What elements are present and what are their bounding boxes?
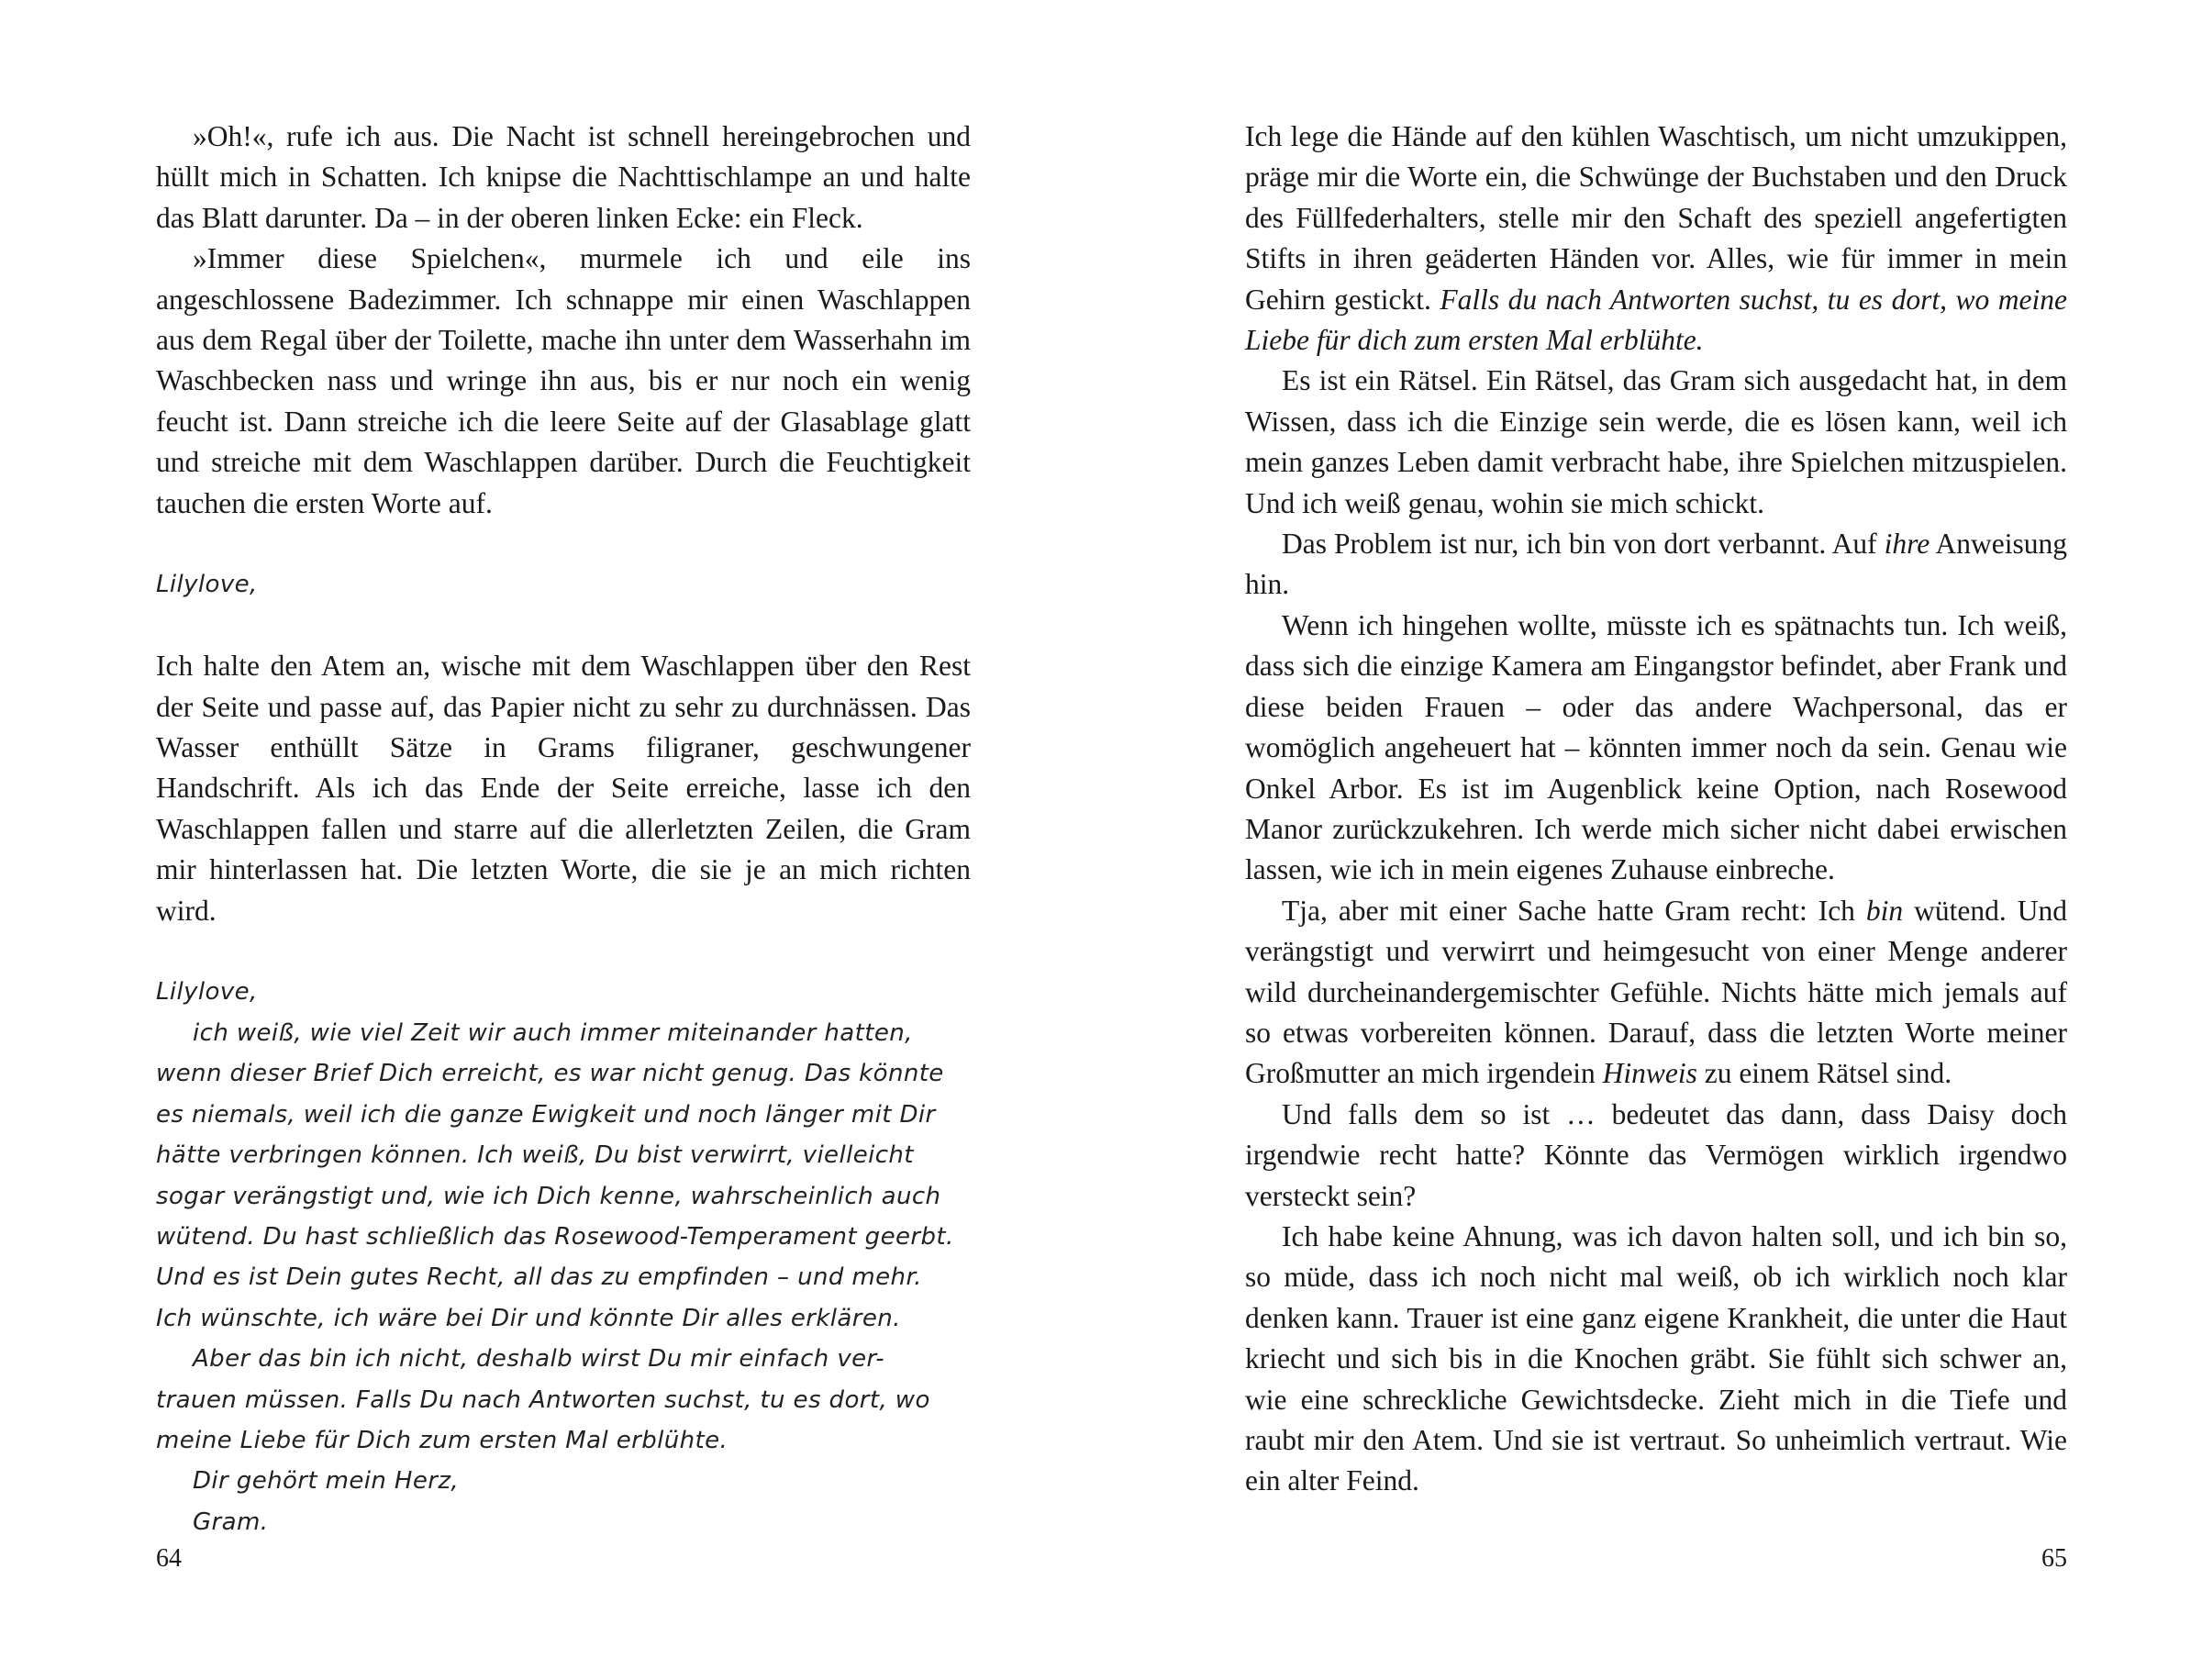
paragraph: »Immer diese Spielchen«, murmele ich und eile ins angeschlossene Badezimmer. Ich schnappe mir einen Waschlappen aus dem Regal über der Toilette, mache ihn unter dem Wasserhahn im Waschbecken nass und wringe ihn aus, bis er nur noch ein wenig feucht ist. Dann streiche ich die leere Seite auf der Glasablage glatt und streiche mit dem Waschlappen darüber. Durch die Feuchtigkeit tauchen die ersten Worte auf.	[156, 242, 971, 519]
paragraph: Ich habe keine Ahnung, was ich davon halten soll, und ich bin so, so müde, dass ich noch nicht mal weiß, ob ich wirklich noch klar denken kann. Trauer ist eine ganz eigene Krankheit, die unter die Haut kriecht und sich bis in die Knochen gräbt. Sie fühlt sich schwer an, wie eine schreckliche Gewichtsdecke. Zieht mich in die Tiefe und raubt mir den Atem. Und sie ist vertraut. So unheimlich vertraut. Wie ein alter Feind.	[1245, 1219, 2067, 1497]
letter-line: wütend. Du hast schließlich das Rosewood-Temperament geerbt.	[156, 1222, 954, 1251]
text-run: Ich lege die Hände auf den kühlen Waschtisch, um nicht umzukippen, präge mir die Worte ein, die Schwünge der Buchstaben und den Druck des Füllfederhalters, stelle mir den Schaft des speziell angefertigten Stifts in ihren geäderten Händen vor. Alles, wie für immer in mein Gehirn gestickt.	[1245, 120, 2067, 316]
letter-line: Und es ist Dein gutes Recht, all das zu empfinden – und mehr.	[156, 1263, 922, 1292]
letter-signature: Gram.	[193, 1508, 269, 1536]
paragraph: Und falls dem so ist … bedeutet das dann, dass Daisy doch irgendwie recht hatte? Könnte das Vermögen wirklich irgendwo versteckt sein?	[1245, 1097, 2067, 1212]
paragraph: Ich halte den Atem an, wische mit dem Waschlappen über den Rest der Seite und passe auf, das Papier nicht zu sehr zu durchnässen. Das Wasser enthüllt Sätze in Grams filigraner, geschwungener Handschrift. Als ich das Ende der Seite erreiche, lasse ich den Waschlappen fallen und starre auf die allerletzten Zeilen, die Gram mir hinterlassen hat. Die letzten Worte, die sie je an mich richten wird.	[156, 650, 971, 927]
text-run: Tja, aber mit einer Sache hatte Gram recht: Ich	[1282, 894, 1866, 927]
letter-closing: Dir gehört mein Herz,	[193, 1467, 460, 1496]
spacer	[156, 931, 971, 972]
paragraph	[1245, 524, 2067, 606]
italic-emphasis: bin	[1865, 894, 1904, 927]
italic-quote: Falls du nach Antworten suchst, tu es dort, wo meine Liebe für dich zum ersten Mal erblühte.	[1245, 283, 2067, 357]
paragraph: Wenn ich hingehen wollte, müsste ich es spätnachts tun. Ich weiß, dass sich die einzige Kamera am Eingangstor befindet, aber Frank und diese beiden Frauen – oder das andere Wachpersonal, das er womöglich angeheuert hat – könnten immer noch da sein. Genau wie Onkel Arbor. Es ist im Augenblick keine Option, nach Rosewood Manor zurückzukehren. Ich werde mich sicher nicht dabei erwischen lassen, wie ich in mein eigenes Zuhause einbreche.	[1245, 608, 2067, 886]
letter-line: sogar verängstigt und, wie ich Dich kenne, wahrscheinlich auch	[156, 1182, 941, 1210]
text-run: zu einem Rätsel sind.	[1696, 1057, 1952, 1090]
letter-salutation: Lilylove,	[156, 978, 258, 1007]
text-run: Anweisung hin.	[1245, 528, 2067, 601]
page-number: 65	[2041, 1544, 2067, 1573]
right-page-text	[1245, 117, 2067, 1502]
right-page	[1101, 0, 2202, 1680]
page-number: 64	[156, 1544, 182, 1573]
letter-line: wenn dieser Brief Dich erreicht, es war nicht genug. Das könnte	[156, 1060, 944, 1088]
letter-line: hätte verbringen können. Ich weiß, Du bist verwirrt, vielleicht	[156, 1141, 914, 1170]
paragraph	[1245, 117, 2067, 361]
handwritten-salutation: Lilylove,	[156, 571, 258, 599]
letter-line: meine Liebe für Dich zum ersten Mal erblühte.	[156, 1426, 728, 1454]
spacer	[156, 524, 971, 564]
letter-line: Aber das bin ich nicht, deshalb wirst Du mir einfach ver-	[193, 1345, 884, 1374]
paragraph: Es ist ein Rätsel. Ein Rätsel, das Gram sich ausgedacht hat, in dem Wissen, dass ich die Einzige sein werde, die es lösen kann, weil ich mein ganzes Leben damit verbracht habe, ihre Spielchen mitzuspielen. Und ich weiß genau, wohin sie mich schickt.	[1245, 364, 2067, 519]
text-run: wütend. Und verängstigt und verwirrt und heimgesucht von einer Menge anderer wild durcheinandergemischter Gefühle. Nichts hätte mich jemals auf so etwas vorbereiten können. Darauf, dass die letzten Worte meiner Großmutter an mich irgendein	[1245, 894, 2068, 1090]
handwritten-letter	[156, 972, 971, 1542]
italic-emphasis: Hinweis	[1602, 1057, 1697, 1090]
spacer	[156, 606, 971, 646]
italic-emphasis: ihre	[1884, 528, 1930, 561]
text-run: Das Problem ist nur, ich bin von dort verbannt. Auf	[1282, 528, 1885, 561]
paragraph	[1245, 891, 2067, 1095]
letter-line: ich weiß, wie viel Zeit wir auch immer miteinander hatten,	[193, 1018, 913, 1047]
letter-line: Ich wünschte, ich wäre bei Dir und könnte Dir alles erklären.	[156, 1304, 901, 1332]
letter-line: trauen müssen. Falls Du nach Antworten suchst, tu es dort, wo	[156, 1385, 930, 1414]
letter-line: es niemals, weil ich die ganze Ewigkeit und noch länger mit Dir	[156, 1100, 936, 1129]
left-page-text	[156, 117, 971, 1542]
paragraph: »Oh!«, rufe ich aus. Die Nacht ist schnell hereingebrochen und hüllt mich in Schatten. Ich knipse die Nachttischlampe an und halte das Blatt darunter. Da – in der oberen linken Ecke: ein Fleck.	[156, 120, 971, 234]
